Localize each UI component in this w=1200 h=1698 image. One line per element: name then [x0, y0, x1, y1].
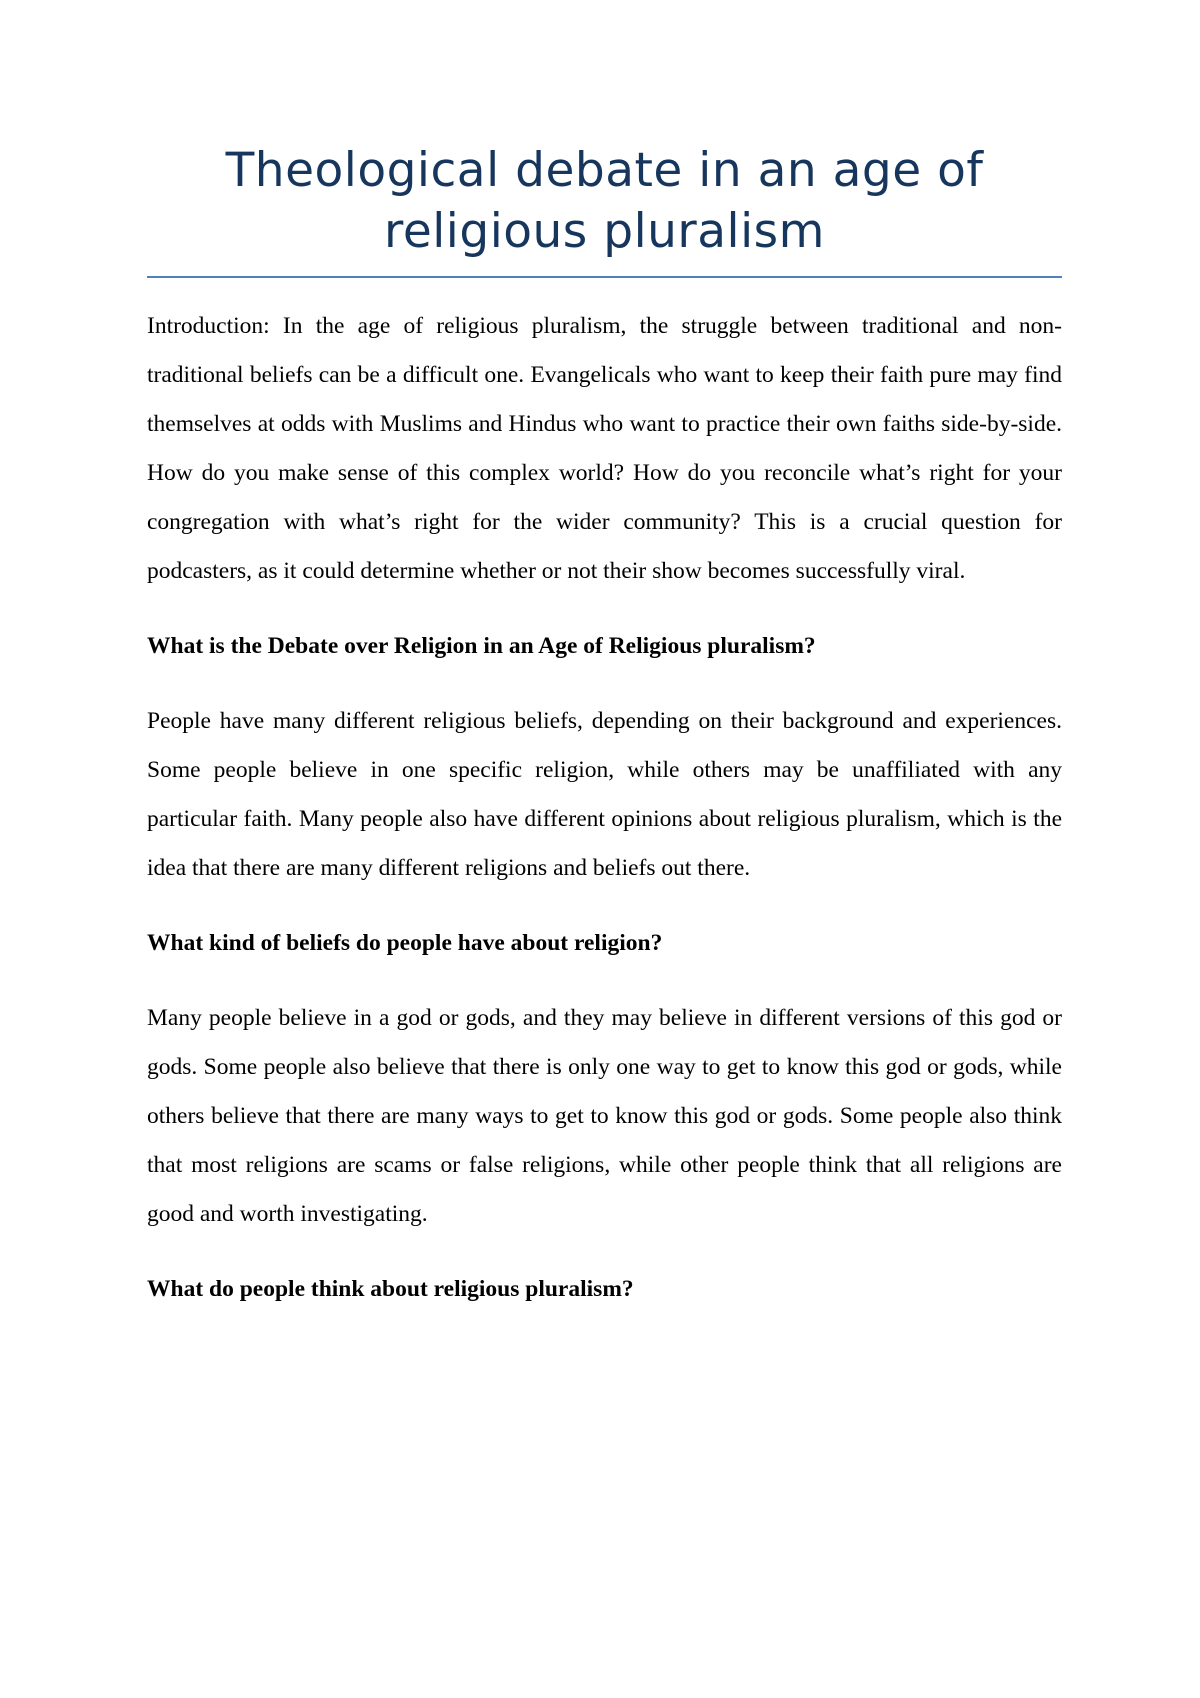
paragraph-beliefs-overview: People have many different religious beliefs, depending on their background and experiences. Some people believe in one specific religion, while others may be unaffiliated with any particular faith. Many people also have different opinions about religious pluralism, which is the idea that there are many different religions and beliefs out there. [147, 708, 1062, 881]
section-heading-kinds-of-beliefs: What kind of beliefs do people have about religion? [147, 930, 663, 956]
section-heading-debate: What is the Debate over Religion in an Age of Religious pluralism? [147, 633, 816, 659]
paragraph-god-beliefs: Many people believe in a god or gods, and they may believe in different versions of this god or gods. Some people also believe that there is only one way to get to know this god or gods, while others believe that there are many ways to get to know this god or gods. Some people also think that most religions are scams or false religions, while other people think that all religions are good and worth investigating. [147, 1005, 1062, 1227]
section-heading-pluralism-views: What do people think about religious pluralism? [147, 1276, 634, 1302]
document-body [147, 140, 1062, 1314]
title-underline-rule [147, 276, 1062, 278]
intro-paragraph: Introduction: In the age of religious pluralism, the struggle between traditional and non-traditional beliefs can be a difficult one. Evangelicals who want to keep their faith pure may find themselves at odds with Muslims and Hindus who want to practice their own faiths side-by-side. How do you make sense of this complex world? How do you reconcile what’s right for your congregation with what’s right for the wider community? This is a crucial question for podcasters, as it could determine whether or not their show becomes successfully viral. [147, 313, 1062, 584]
document-title: Theological debate in an age of religious pluralism [225, 143, 984, 259]
